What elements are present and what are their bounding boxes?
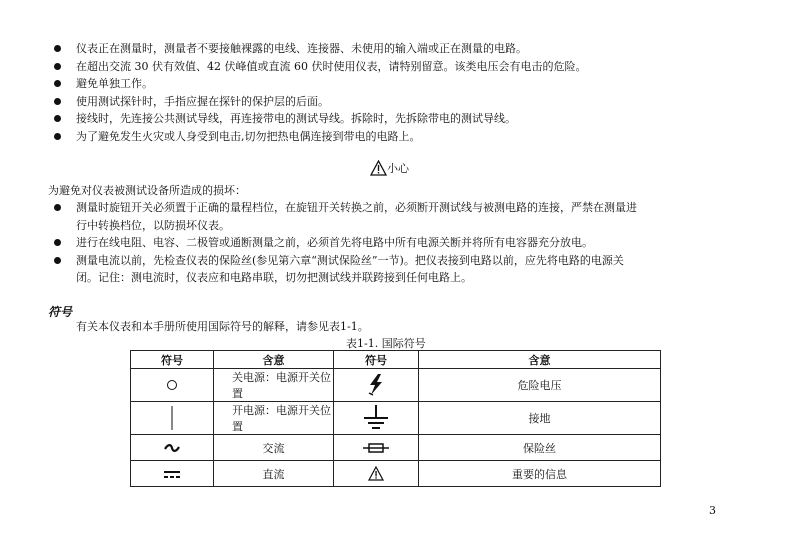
fuse-icon <box>334 442 418 454</box>
meaning-cell: 接地 <box>419 402 661 435</box>
warning-item: 使用测试探针时，手指应握在探针的保护层的后面。 <box>50 93 730 111</box>
warning-item: 避免单独工作。 <box>50 75 730 93</box>
table-row <box>131 435 661 461</box>
header-symbol: 符号 <box>131 351 214 369</box>
bullet-icon <box>54 257 61 264</box>
ac-wave-icon <box>131 443 213 453</box>
caution-item: 测量时旋钮开关必须置于正确的量程档位，在旋钮开关转换之前，必须断开测试线与被测电路的连接，严禁在测量进 行中转换档位，以防损坏仪表。 <box>50 199 730 234</box>
meaning-cell: 直流 <box>214 461 334 487</box>
meaning-cell: 重要的信息 <box>419 461 661 487</box>
warning-triangle-icon <box>370 160 387 176</box>
bullet-icon <box>54 45 61 52</box>
meaning-cell: 开电源：电源开关位置 <box>214 402 334 435</box>
meaning-cell: 交流 <box>214 435 334 461</box>
meaning-cell: 关电源：电源开关位置 <box>214 369 334 402</box>
meaning-cell: 危险电压 <box>419 369 661 402</box>
bullet-icon <box>54 204 61 211</box>
header-meaning: 含意 <box>419 351 661 369</box>
table-row <box>131 369 661 402</box>
table-header-row <box>131 351 661 369</box>
warning-item: 仪表正在测量时，测量者不要接触裸露的电线、连接器、未使用的输入端或正在测量的电路。 <box>50 40 730 58</box>
power-on-line-icon <box>131 405 213 431</box>
bullet-icon <box>54 115 61 122</box>
table-caption: 表1-1. 国际符号 <box>346 337 426 350</box>
warning-item: 为了避免发生火灾或人身受到电击,切勿把热电偶连接到带电的电路上。 <box>50 128 730 146</box>
bullet-icon <box>54 239 61 246</box>
caution-intro: 为避免对仪表被测试设备所造成的损坏： <box>48 184 246 197</box>
bullet-icon <box>54 80 61 87</box>
section-title: 符号 <box>48 305 73 319</box>
meaning-cell: 保险丝 <box>419 435 661 461</box>
caution-title: 小心 <box>387 162 409 175</box>
warning-item: 在超出交流 30 伏有效值、42 伏峰值或直流 60 伏时使用仪表，请特别留意。该类电压会有电击的危险。 <box>50 58 730 76</box>
caution-item: 测量电流以前，先检查仪表的保险丝(参见第六章“测试保险丝”一节)。把仪表接到电路以前，应先将电路的电源关 闭。记住：测电流时，仪表应和电路串联，切勿把测试线并联跨接到任何电路上。 <box>50 252 730 287</box>
table-row <box>131 402 661 435</box>
caution-item: 进行在线电阻、电容、二极管或通断测量之前，必须首先将电路中所有电源关断并将所有电容器充分放电。 <box>50 234 730 252</box>
bullet-icon <box>54 133 61 140</box>
warning-list <box>50 40 730 145</box>
dc-icon <box>131 469 213 479</box>
page-number: 3 <box>709 504 716 517</box>
table-row <box>131 461 661 487</box>
high-voltage-icon <box>334 373 418 397</box>
ground-icon <box>334 404 418 432</box>
warning-item: 接线时，先连接公共测试导线，再连接带电的测试导线。拆除时，先拆除带电的测试导线。 <box>50 110 730 128</box>
caution-list <box>50 199 730 287</box>
header-meaning: 含意 <box>214 351 334 369</box>
bullet-icon <box>54 98 61 105</box>
header-symbol: 符号 <box>334 351 419 369</box>
bullet-icon <box>54 63 61 70</box>
symbols-table <box>130 350 661 487</box>
caution-heading <box>370 160 409 176</box>
warning-triangle-icon <box>334 466 418 481</box>
power-off-circle-icon <box>131 379 213 391</box>
reference-text: 有关本仪表和本手册所使用国际符号的解释，请参见表1-1。 <box>76 320 369 333</box>
